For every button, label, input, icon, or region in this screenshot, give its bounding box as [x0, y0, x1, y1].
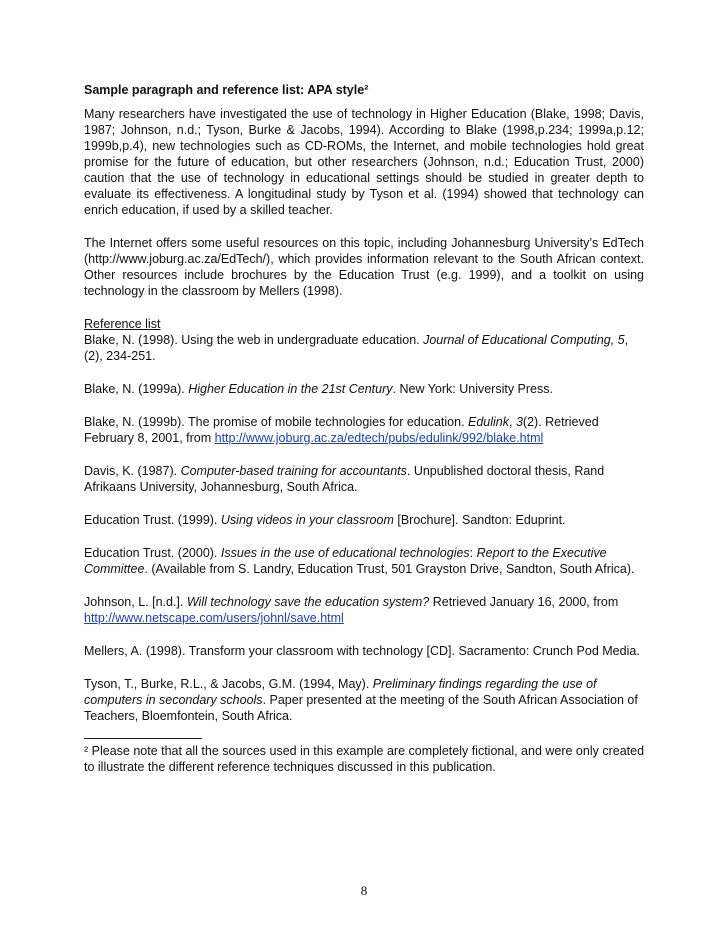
ref-journal-title: Journal of Educational Computing, 5	[423, 333, 625, 347]
ref-text: [Brochure]. Sandton: Eduprint.	[393, 513, 566, 527]
ref-text: Education Trust. (1999).	[84, 513, 221, 527]
ref-text: Davis, K. (1987).	[84, 464, 181, 478]
reference-entry-blake-1999a	[84, 381, 644, 397]
section-heading: Sample paragraph and reference list: APA style²	[84, 83, 369, 97]
ref-journal-title: Edulink	[468, 415, 510, 429]
ref-text: . Paper presented at the meeting of the South African Association of Teachers, Bloemfontein, South Africa.	[84, 693, 638, 723]
reference-list-heading: Reference list	[84, 317, 161, 331]
reference-entry-blake-1998	[84, 332, 644, 364]
ref-paper-title: Preliminary findings regarding the use of computers in secondary schools	[84, 677, 597, 707]
reference-entry-mellers-1998: Mellers, A. (1998). Transform your classroom with technology [CD]. Sacramento: Crunch Pod Media.	[84, 644, 640, 658]
ref-text: Blake, N. (1999b). The promise of mobile technologies for education.	[84, 415, 469, 429]
ref-report-subtitle: Report to the Executive Committee	[84, 546, 607, 576]
ref-link-blake[interactable]: http://www.joburg.ac.za/edtech/pubs/edulink/992/blake.html	[214, 431, 544, 445]
ref-text: ,(2), 234-251.	[84, 333, 629, 363]
ref-text: ,	[509, 415, 516, 429]
ref-text: Tyson, T., Burke, R.L., & Jacobs, G.M. (1994, May).	[84, 677, 373, 691]
ref-book-title: Higher Education in the 21st Century	[188, 382, 393, 396]
ref-web-title: Will technology save the education system?	[186, 595, 430, 609]
reference-entry-edtrust-1999	[84, 512, 644, 528]
page-number: 8	[360, 883, 368, 898]
ref-text: :	[469, 546, 477, 560]
ref-text: Education Trust. (2000).	[84, 546, 221, 560]
ref-text: Blake, N. (1999a).	[84, 382, 189, 396]
ref-text: Blake, N. (1998). Using the web in undergraduate education.	[84, 333, 424, 347]
body-paragraph-2: The Internet offers some useful resources on this topic, including Johannesburg University’s EdTech (http://www.joburg.ac.za/EdTech/), which provides information relevant to the South African context. Other resources include brochures by the Education Trust (e.g. 1999), and a toolkit on using technology in the classroom by Mellers (1998).	[84, 236, 644, 298]
reference-entry-davis-1987	[84, 463, 644, 495]
ref-text: (2). Retrieved February 8, 2001, from	[84, 415, 599, 445]
ref-thesis-title: Computer-based training for accountants	[180, 464, 407, 478]
reference-entry-edtrust-2000	[84, 545, 644, 577]
body-paragraph-1: Many researchers have investigated the use of technology in Higher Education (Blake, 1998; Davis, 1987; Johnson, n.d.; Tyson, Burke & Jacobs, 1994). According to Blake (1998,p.234; 1999a,p.12; 1999b,p.4), new technologies such as CD-ROMs, the Internet, and mobile technologies hold great promise for the future of education, but other researchers (Johnson, n.d.; Education Trust, 2000) caution that the use of technology in educational settings should be studied in greater depth to evaluate its effectiveness. A longitudinal study by Tyson et al. (1994) showed that technology can enrich education, if used by a skilled teacher.	[84, 107, 644, 217]
ref-link-johnson[interactable]: http://www.netscape.com/users/johnl/save.html	[84, 611, 344, 625]
ref-text: Johnson, L. [n.d.].	[84, 595, 187, 609]
ref-brochure-title: Using videos in your classroom	[220, 513, 394, 527]
reference-entry-tyson-1994	[84, 676, 644, 724]
ref-text: . Unpublished doctoral thesis, Rand Afrikaans University, Johannesburg, South Africa.	[84, 464, 605, 494]
footnote: ² Please note that all the sources used in this example are completely fictional, and were only created to illustrate the different reference techniques discussed in this publication.	[84, 744, 645, 774]
reference-entry-johnson	[84, 594, 644, 626]
reference-entry-blake-1999b	[84, 414, 644, 446]
ref-text: . New York: University Press.	[392, 382, 553, 396]
document-body	[84, 82, 644, 741]
ref-text: . (Available from S. Landry, Education Trust, 501 Grayston Drive, Sandton, South Africa).	[144, 562, 635, 576]
ref-volume: 3	[515, 415, 523, 429]
ref-text: Retrieved January 16, 2000, from	[429, 595, 619, 609]
ref-report-title: Issues in the use of educational technologies	[220, 546, 470, 560]
footnote-separator	[84, 738, 202, 739]
